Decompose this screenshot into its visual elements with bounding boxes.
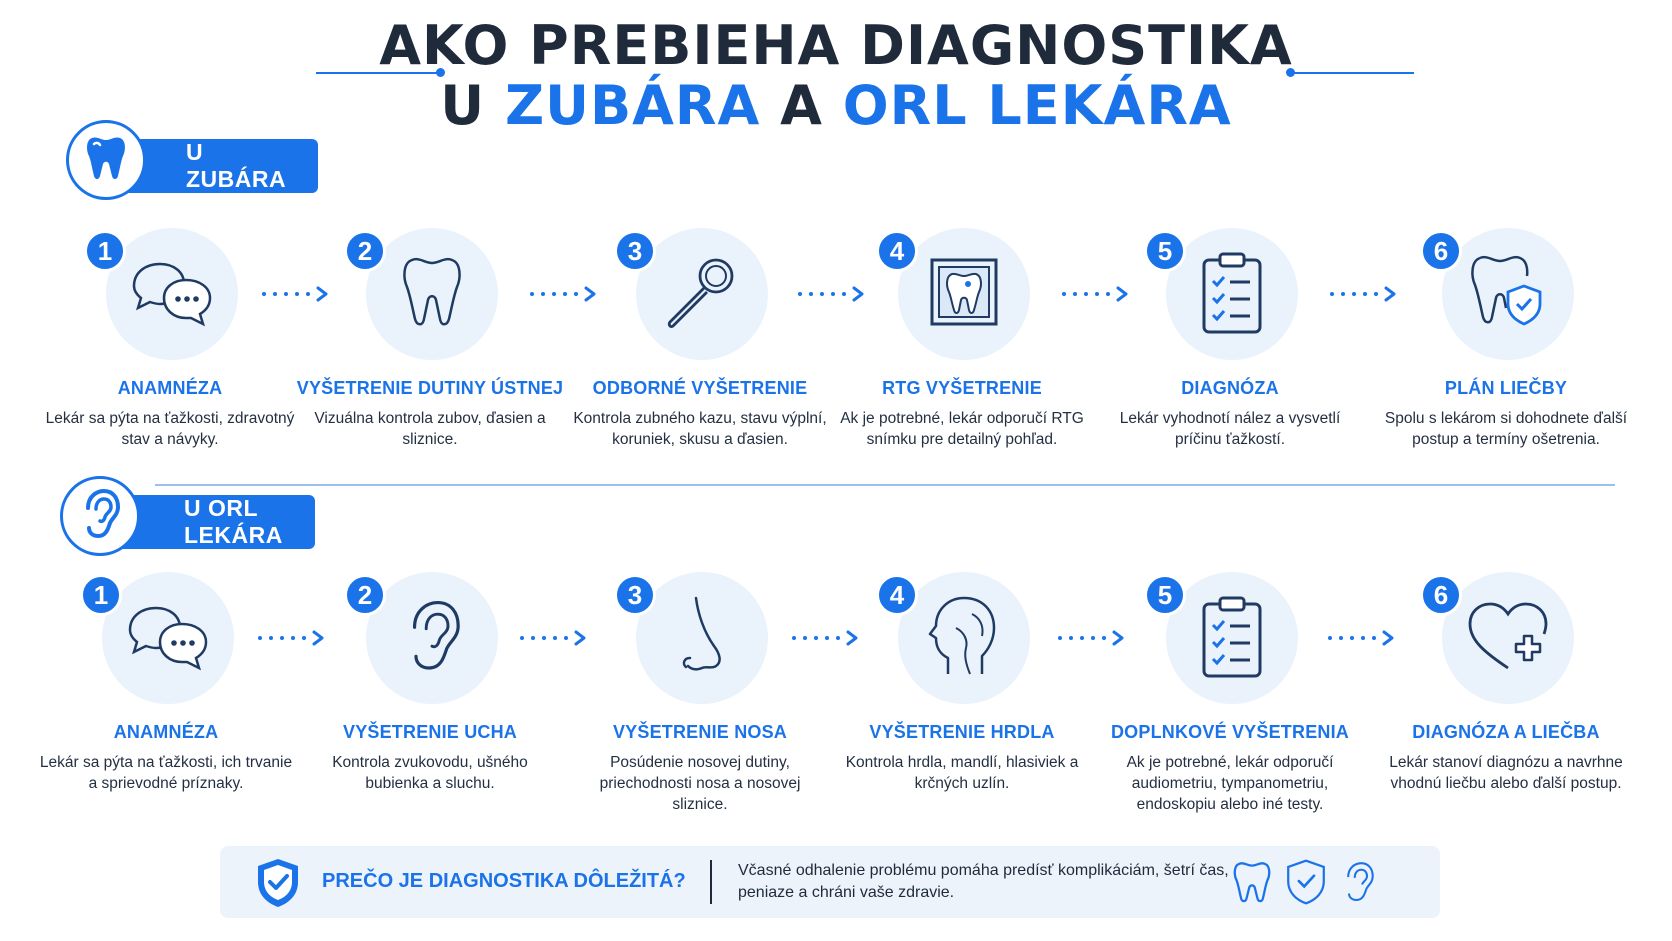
title-mid: A <box>780 74 823 137</box>
step-description: Vizuálna kontrola zubov, ďasien a sliznice. <box>314 410 546 448</box>
step-description: Lekár sa pýta na ťažkosti, ich trvanie a sprievodné príznaky. <box>39 754 293 792</box>
clipboard-checklist-icon <box>1198 248 1266 341</box>
step-title: ODBORNÉ VYŠETRENIE <box>592 378 808 398</box>
step-title: VYŠETRENIE DUTINY ÚSTNEJ <box>296 378 564 398</box>
step-number-badge: 3 <box>614 574 656 616</box>
step-number-badge: 3 <box>614 230 656 272</box>
tooth-icon <box>84 134 128 187</box>
flow-arrow-icon <box>792 630 862 646</box>
flow-arrow-icon <box>1062 286 1132 302</box>
step-number-badge: 2 <box>344 230 386 272</box>
clipboard-checklist-icon <box>1198 592 1266 685</box>
title-accent-dentist: ZUBÁRA <box>504 74 761 137</box>
step-title: ANAMNÉZA <box>117 378 223 398</box>
section-badge-dental <box>66 120 146 200</box>
tooth-icon <box>1232 858 1272 911</box>
page-title <box>0 16 1672 136</box>
chat-bubbles-icon <box>126 256 218 333</box>
flow-arrow-icon <box>262 286 332 302</box>
step-number-badge: 5 <box>1144 230 1186 272</box>
importance-separator <box>710 860 712 904</box>
step-number-badge: 5 <box>1144 574 1186 616</box>
step-title: ANAMNÉZA <box>113 722 219 742</box>
step-description: Lekár vyhodnotí nález a vysvetlí príčinu ťažkostí. <box>1119 410 1341 448</box>
section-title-ent: U ORL LEKÁRA <box>184 495 283 548</box>
importance-question: PREČO JE DIAGNOSTIKA DÔLEŽITÁ? <box>322 870 686 892</box>
step-title: VYŠETRENIE HRDLA <box>869 722 1055 742</box>
title-accent-ent: ORL LEKÁRA <box>842 74 1232 137</box>
step-description: Spolu s lekárom si dohodnete ďalší postup a termíny ošetrenia. <box>1384 410 1628 448</box>
flow-arrow-icon <box>1058 630 1128 646</box>
ear-icon <box>1340 858 1376 911</box>
step-title: DIAGNÓZA <box>1181 378 1279 398</box>
tooth-icon <box>400 254 464 335</box>
title-line2 <box>0 76 1672 136</box>
head-throat-icon <box>926 594 1002 683</box>
step-description: Ak je potrebné, lekár odporučí RTG snímku pre detailný pohľad. <box>840 410 1084 448</box>
xray-tooth-icon <box>926 254 1002 335</box>
flow-arrow-icon <box>798 286 868 302</box>
step-title: PLÁN LIEČBY <box>1444 378 1568 398</box>
step-number-badge: 6 <box>1420 230 1462 272</box>
section-badge-ent <box>60 476 140 556</box>
ear-icon <box>78 488 122 545</box>
step-title: DIAGNÓZA A LIEČBA <box>1412 722 1600 742</box>
ear-icon <box>400 596 464 681</box>
section-pill-ent <box>114 495 315 549</box>
importance-answer: Včasné odhalenie problému pomáha predísť komplikáciám, šetrí čas, peniaze a chráni vaše zdravie. <box>738 862 1229 901</box>
step-description: Ak je potrebné, lekár odporučí audiometriu, tympanometriu, endoskopiu alebo iné testy. <box>1126 754 1334 813</box>
flow-arrow-icon <box>1330 286 1400 302</box>
step-title: DOPLNKOVÉ VYŠETRENIA <box>1110 722 1350 742</box>
flow-arrow-icon <box>258 630 328 646</box>
step-description: Kontrola hrdla, mandlí, hlasiviek a krčných uzlín. <box>845 754 1079 792</box>
step-description: Lekár stanoví diagnózu a navrhne vhodnú liečbu alebo ďalší postup. <box>1389 754 1623 792</box>
section-divider <box>155 484 1615 486</box>
section-title-dental: U ZUBÁRA <box>186 139 287 192</box>
shield-check-icon <box>254 856 302 915</box>
flow-arrow-icon <box>530 286 600 302</box>
step-title: VYŠETRENIE UCHA <box>342 722 518 742</box>
importance-box <box>220 846 1440 918</box>
step-description: Posúdenie nosovej dutiny, priechodnosti nosa a nosovej sliznice. <box>599 754 801 813</box>
step-number-badge: 1 <box>80 574 122 616</box>
heart-plus-icon <box>1464 598 1552 679</box>
step-description: Kontrola zubného kazu, stavu výplní, koruniek, skusu a ďasien. <box>573 410 827 448</box>
step-number-badge: 1 <box>84 230 126 272</box>
importance-icons <box>1232 858 1376 911</box>
step-description: Kontrola zvukovodu, ušného bubienka a sluchu. <box>332 754 528 792</box>
step-title: RTG VYŠETRENIE <box>882 378 1042 398</box>
step-description: Lekár sa pýta na ťažkosti, zdravotný stav a návyky. <box>45 410 295 448</box>
tooth-shield-icon <box>1468 252 1548 337</box>
chat-bubbles-icon <box>122 600 214 677</box>
title-prefix: U <box>440 74 486 137</box>
step-number-badge: 2 <box>344 574 386 616</box>
step-title: VYŠETRENIE NOSA <box>612 722 788 742</box>
step-number-badge: 4 <box>876 230 918 272</box>
section-pill-dental <box>116 139 318 193</box>
step-number-badge: 6 <box>1420 574 1462 616</box>
flow-arrow-icon <box>1328 630 1398 646</box>
title-line1: AKO PREBIEHA DIAGNOSTIKA <box>379 14 1293 77</box>
flow-arrow-icon <box>520 630 590 646</box>
dental-mirror-icon <box>660 250 744 339</box>
shield-check-icon <box>1284 858 1328 911</box>
nose-icon <box>670 594 734 683</box>
step-number-badge: 4 <box>876 574 918 616</box>
